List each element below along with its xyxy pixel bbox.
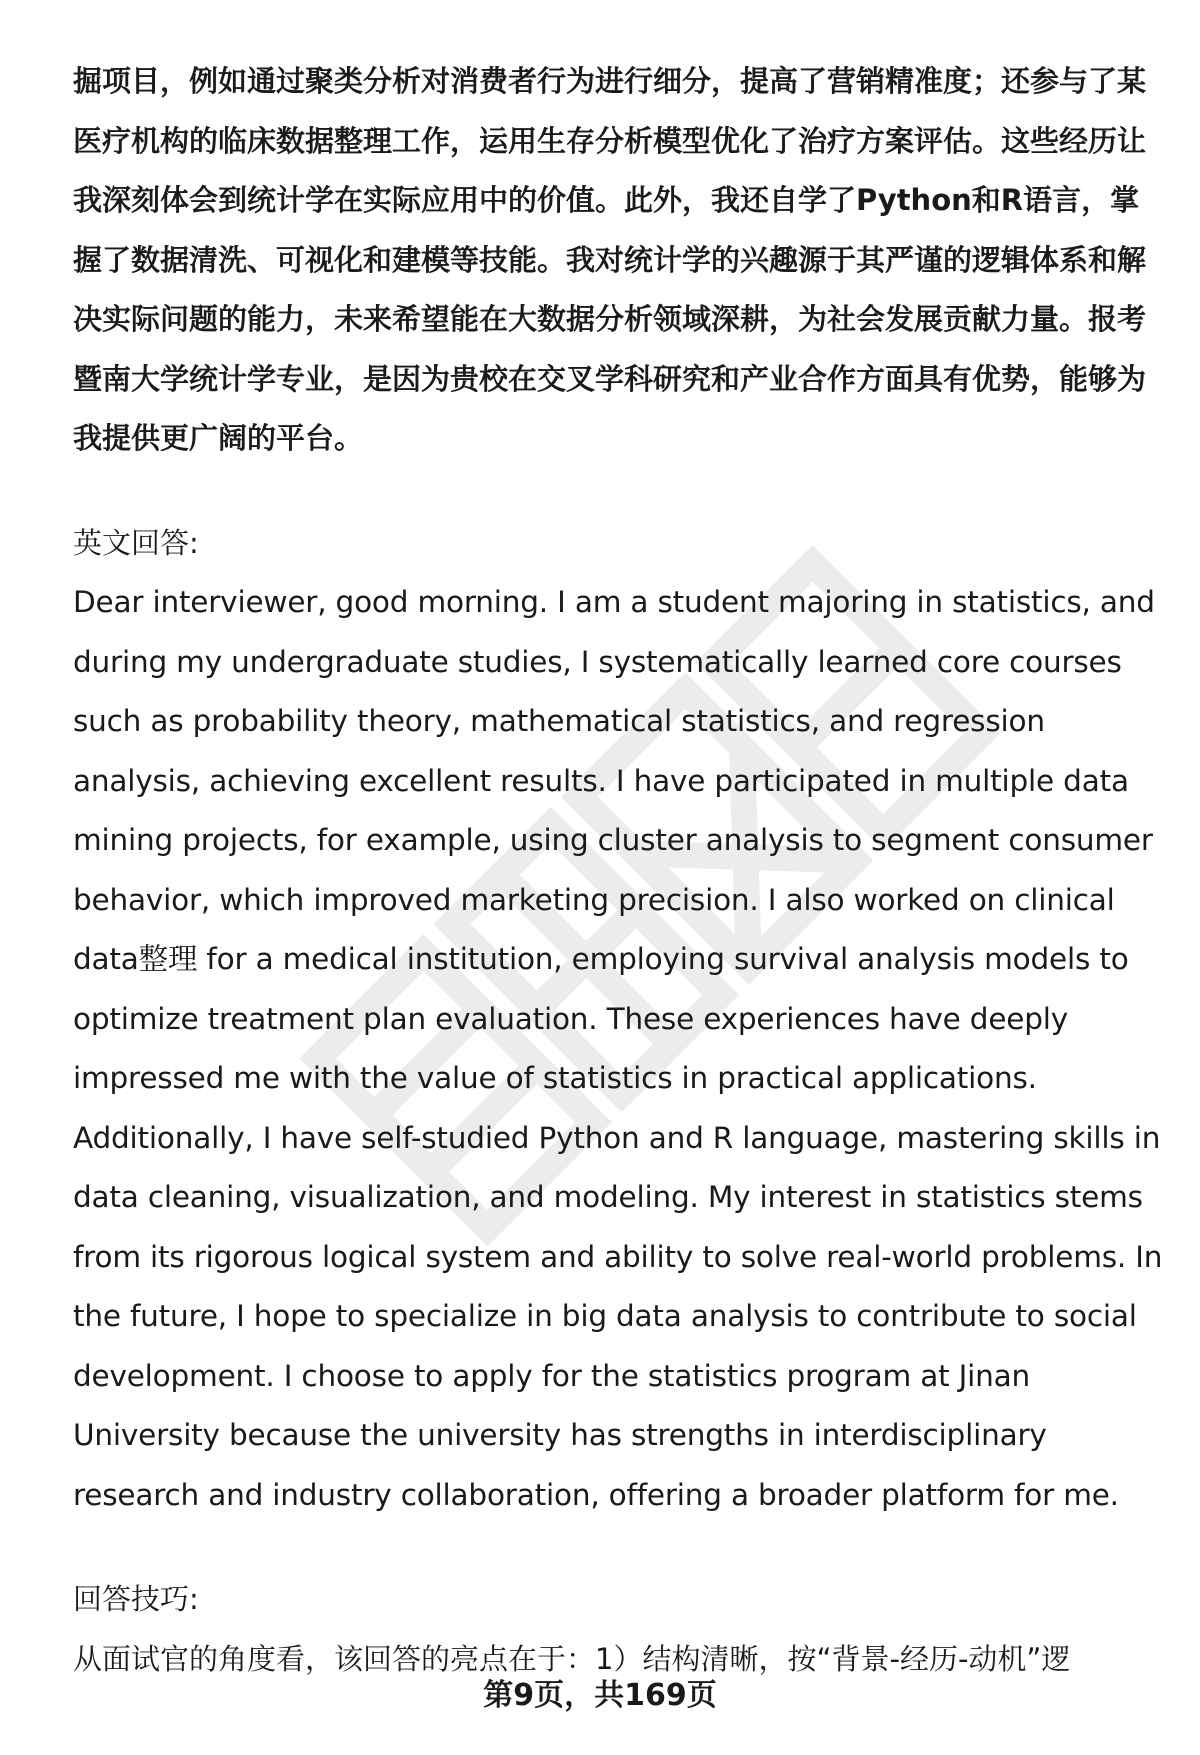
page-number: 第9页，共169页: [483, 1678, 717, 1713]
english-answer-heading: 英文回答:: [73, 525, 199, 560]
english-answer-paragraph: Dear interviewer, good morning. I am a student majoring in statistics, and during my undergraduate studies, I systematically learned core courses such as probability theory, mathematical statistics, and regression analysis, achieving excellent results. I have participated in multiple data mining projects, for example, using cluster analysis to segment consumer behavior, which improved marketing precision. I also worked on clinical data整理 for a medical institution, employing survival analysis models to optimize treatment plan evaluation. These experiences have deeply impressed me with the value of statistics in practical applications. Additionally, I have self-studied Python and R language, mastering skills in data cleaning, visualization, and modeling. My interest in statistics stems from its rigorous logical system and ability to solve real-world problems. In the future, I hope to specialize in big data analysis to contribute to social development. I choose to apply for the statistics program at Jinan University because the university has strengths in interdisciplinary research and industry collaboration, offering a broader platform for me.: [73, 585, 1163, 1512]
section-spacer: [73, 469, 1163, 514]
page-content: [73, 52, 1163, 1689]
tips-paragraph: 从面试官的角度看，该回答的亮点在于：1）结构清晰，按“背景-经历-动机”逻: [73, 1641, 1071, 1676]
section-spacer: [73, 1525, 1163, 1570]
tips-heading: 回答技巧:: [73, 1582, 199, 1616]
chinese-answer-paragraph: 掘项目，例如通过聚类分析对消费者行为进行细分，提高了营销精准度；还参与了某医疗机构的临床数据整理工作，运用生存分析模型优化了治疗方案评估。这些经历让我深刻体会到统计学在实际应用中的价值。此外，我还自学了Python和R语言，掌握了数据清洗、可视化和建模等技能。我对统计学的兴趣源于其严谨的逻辑体系和解决实际问题的能力，未来希望能在大数据分析领域深耕，为社会发展贡献力量。报考暨南大学统计学专业，是因为贵校在交叉学科研究和产业合作方面具有优势，能够为我提供更广阔的平台。: [73, 64, 1147, 455]
